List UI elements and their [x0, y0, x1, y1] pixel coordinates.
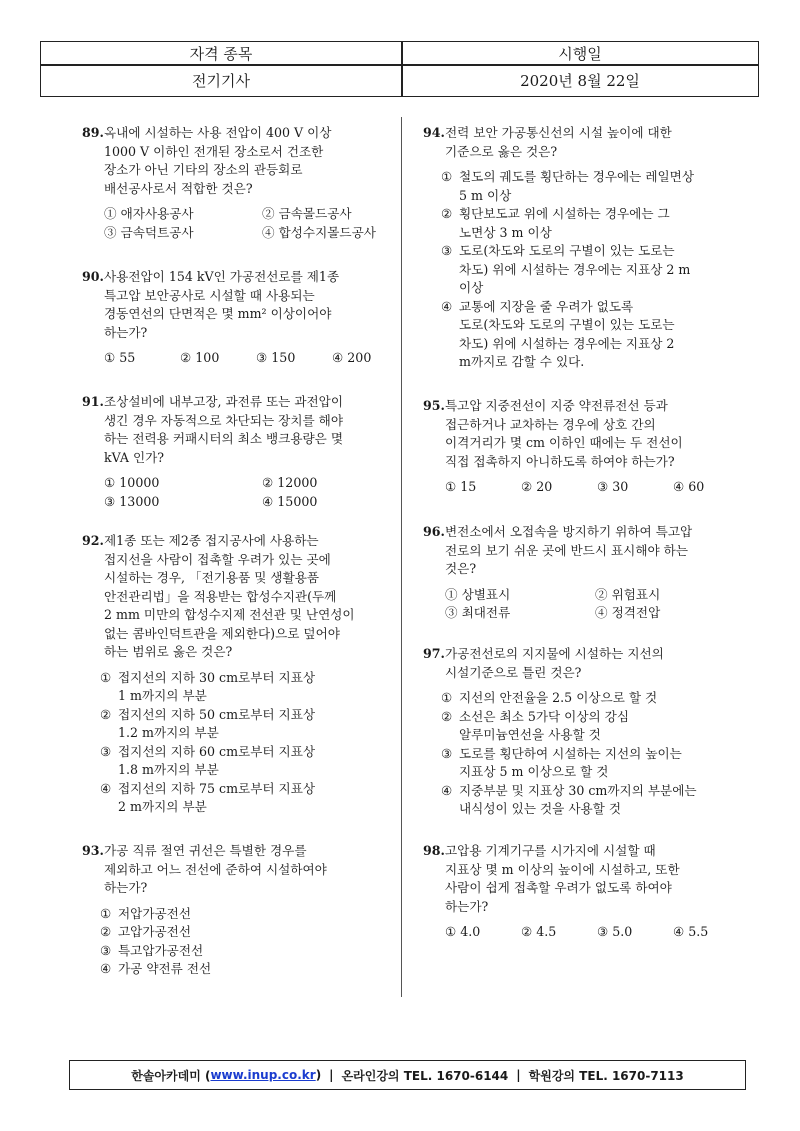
option-line: 5 m 이상 — [459, 187, 512, 203]
option-line: 횡단보도교 위에 시설하는 경우에는 그 — [459, 206, 670, 221]
option[interactable]: ② 100 — [180, 350, 220, 365]
option[interactable]: ④ 15000 — [262, 493, 318, 509]
question-number: 96. — [423, 524, 445, 539]
option[interactable] — [100, 923, 392, 942]
option-line: 가공 약전류 전선 — [118, 961, 212, 976]
option-line: 도로를 횡단하여 시설하는 지선의 높이는 — [459, 745, 682, 761]
column-divider — [401, 117, 402, 997]
stem-line: 배선공사로서 적합한 것은? — [104, 180, 253, 196]
question-98 — [423, 842, 753, 942]
option-mark: ② — [441, 206, 453, 221]
stem-line: 전력 보안 가공통신선의 시설 높이에 대한 — [445, 125, 672, 140]
answer-options — [423, 923, 753, 942]
option-line: 1.8 m까지의 부분 — [118, 762, 219, 777]
stem-line: 하는 범위로 옳은 것은? — [104, 644, 233, 659]
option[interactable] — [100, 905, 392, 924]
option-mark: ③ — [100, 942, 112, 958]
header-date-label: 시행일 — [558, 44, 602, 63]
option[interactable]: ② 20 — [521, 479, 553, 494]
option-line: 접지선의 지하 30 cm로부터 지표상 — [118, 669, 316, 685]
option-mark: ③ — [441, 745, 453, 761]
stem-line: 하는가? — [104, 324, 148, 340]
question-number: 89. — [82, 125, 104, 140]
option-line: 1 m까지의 부분 — [118, 688, 207, 703]
stem-line: 고압용 기계기구를 시가지에 시설할 때 — [445, 843, 656, 858]
answer-options — [82, 474, 392, 511]
option[interactable] — [441, 168, 753, 205]
option-line: 지중부분 및 지표상 30 cm까지의 부분에는 — [459, 782, 697, 798]
stem-line: 경동연선의 단면적은 몇 mm² 이상이어야 — [104, 306, 332, 321]
option-line: 접지선의 지하 50 cm로부터 지표상 — [118, 706, 316, 722]
option-mark: ② — [100, 924, 112, 939]
option-line: 도로(차도와 도로의 구별이 있는 도로는 — [459, 243, 675, 258]
question-stem — [423, 124, 753, 161]
option[interactable]: ① 15 — [445, 479, 477, 494]
option[interactable]: ④ 200 — [332, 350, 372, 365]
option[interactable]: ③ 150 — [256, 350, 296, 365]
option-mark: ① — [100, 669, 112, 685]
question-stem — [423, 397, 753, 471]
question-number: 91. — [82, 394, 104, 409]
question-92 — [82, 532, 392, 817]
stem-line: 하는 전력용 커패시터의 최소 뱅크용량은 몇 — [104, 431, 343, 446]
footer-separator: | — [516, 1068, 521, 1082]
stem-line: 없는 콤바인덕트관을 제외한다)으로 덮어야 — [104, 625, 340, 641]
option[interactable] — [441, 205, 753, 242]
question-number: 97. — [423, 646, 445, 661]
footer-academy-end: ) — [315, 1068, 322, 1082]
option[interactable]: ① 10000 — [104, 475, 160, 490]
option-line: 소선은 최소 5가닥 이상의 강심 — [459, 708, 630, 724]
stem-line: 특고압 지중전선이 지중 약전류전선 등과 — [445, 398, 668, 413]
option[interactable]: ① 4.0 — [445, 924, 481, 939]
stem-line: 이격거리가 몇 cm 이하인 때에는 두 전선이 — [445, 435, 683, 450]
question-95 — [423, 397, 753, 497]
option[interactable]: ① 55 — [104, 350, 136, 365]
option[interactable] — [100, 960, 392, 979]
option[interactable]: ③ 최대전류 — [445, 605, 511, 620]
option-mark: ③ — [100, 743, 112, 759]
answer-options — [82, 905, 392, 979]
option-line: 차도) 위에 시설하는 경우에는 지표상 2 — [459, 335, 675, 351]
question-stem — [82, 124, 392, 198]
option[interactable] — [441, 708, 753, 745]
stem-line: 사람이 쉽게 접촉할 우려가 없도록 하여야 — [445, 880, 672, 895]
footer-academy: 한솔아카데미 ( — [131, 1068, 211, 1083]
stem-line: 변전소에서 오접속을 방지하기 위하여 특고압 — [445, 524, 693, 539]
question-stem — [82, 532, 392, 662]
stem-line: 사용전압이 154 kV인 가공전선로를 제1종 — [104, 269, 340, 284]
option[interactable]: ④ 60 — [673, 479, 705, 494]
stem-line: 전로의 보기 쉬운 곳에 반드시 표시해야 하는 — [445, 542, 688, 558]
stem-line: 시설하는 경우, 「전기용품 및 생활용품 — [104, 570, 320, 585]
option-line: 철도의 궤도를 횡단하는 경우에는 레일면상 — [459, 169, 694, 184]
stem-line: 것은? — [445, 561, 477, 576]
option[interactable]: ② 4.5 — [521, 924, 557, 939]
footer-website-link[interactable]: www.inup.co.kr — [210, 1068, 316, 1082]
stem-line: 제1종 또는 제2종 접지공사에 사용하는 — [104, 533, 319, 548]
option-line: 이상 — [459, 280, 484, 295]
stem-line: 하는가? — [104, 880, 148, 895]
stem-line: 제외하고 어느 전선에 준하여 시설하여야 — [104, 861, 327, 877]
option[interactable]: ① 애자사용공사 — [104, 206, 194, 221]
question-number: 98. — [423, 843, 445, 858]
option[interactable]: ③ 금속덕트공사 — [104, 224, 194, 240]
stem-line: 2 mm 미만의 합성수지제 전선관 및 난연성이 — [104, 607, 355, 622]
stem-line: 직접 접촉하지 아니하도록 하여야 하는가? — [445, 453, 675, 469]
option-mark: ③ — [441, 243, 453, 258]
option[interactable]: ④ 합성수지몰드공사 — [262, 224, 376, 240]
option-line: 접지선의 지하 60 cm로부터 지표상 — [118, 743, 316, 759]
question-number: 92. — [82, 533, 104, 548]
option-mark: ② — [100, 706, 112, 722]
header-subject-value: 전기기사 — [192, 71, 250, 90]
stem-line: 1000 V 이하인 전개된 장소로서 건조한 — [104, 143, 324, 159]
question-number: 90. — [82, 269, 104, 284]
header-date-value: 2020년 8월 22일 — [520, 71, 640, 90]
question-91 — [82, 393, 392, 511]
stem-line: 시설기준으로 틀린 것은? — [445, 664, 582, 680]
option-line: 1.2 m까지의 부분 — [118, 725, 219, 740]
question-stem — [423, 523, 753, 579]
answer-options — [82, 669, 392, 817]
stem-line: 가공 직류 절연 귀선은 특별한 경우를 — [104, 843, 307, 858]
option[interactable]: ④ 정격전압 — [595, 605, 661, 620]
option[interactable]: ② 12000 — [262, 475, 318, 490]
option[interactable]: ③ 5.0 — [597, 924, 633, 939]
option[interactable] — [441, 745, 753, 782]
stem-line: 안전관리법」을 적용받는 합성수지관(두께 — [104, 588, 337, 604]
option[interactable] — [100, 942, 392, 961]
option[interactable]: ④ 5.5 — [673, 924, 709, 939]
stem-line: 지표상 몇 m 이상의 높이에 시설하고, 또한 — [445, 861, 680, 877]
question-stem — [82, 268, 392, 342]
option-line: 지표상 5 m 이상으로 할 것 — [459, 764, 609, 779]
option[interactable]: ② 위험표시 — [595, 586, 661, 602]
answer-options — [423, 689, 753, 819]
question-stem — [423, 842, 753, 916]
stem-line: 접지선을 사람이 접촉할 우려가 있는 곳에 — [104, 551, 331, 567]
option[interactable]: ① 상별표시 — [445, 586, 511, 602]
footer-online-phone: 온라인강의 TEL. 1670-6144 — [341, 1068, 509, 1083]
question-94 — [423, 124, 753, 372]
option[interactable]: ③ 13000 — [104, 493, 160, 509]
option-line: 접지선의 지하 75 cm로부터 지표상 — [118, 780, 316, 796]
question-number: 95. — [423, 398, 445, 413]
question-stem — [82, 393, 392, 467]
option-mark: ① — [441, 690, 453, 705]
question-97 — [423, 645, 753, 819]
stem-line: 생긴 경우 자동적으로 차단되는 장치를 해야 — [104, 412, 343, 428]
option-line: 특고압가공전선 — [118, 942, 204, 958]
stem-line: kVA 인가? — [104, 449, 165, 465]
stem-line: 장소가 아닌 기타의 장소의 관등회로 — [104, 162, 303, 177]
option-line: 고압가공전선 — [118, 924, 191, 939]
question-number: 93. — [82, 843, 104, 858]
question-90 — [82, 268, 392, 368]
stem-line: 특고압 보안공사로 시설할 때 사용되는 — [104, 287, 315, 303]
option-mark: ① — [441, 169, 453, 184]
option-line: 알루미늄연선을 사용할 것 — [459, 727, 601, 742]
stem-line: 하는가? — [445, 898, 489, 914]
stem-line: 가공전선로의 지지물에 시설하는 지선의 — [445, 646, 664, 661]
option[interactable] — [441, 242, 753, 298]
option[interactable] — [100, 706, 392, 743]
option-mark: ④ — [441, 782, 453, 798]
question-stem — [423, 645, 753, 682]
option-line: 도로(차도와 도로의 구별이 있는 도로는 — [459, 317, 675, 332]
question-93 — [82, 842, 392, 979]
answer-options — [423, 478, 753, 497]
option[interactable]: ② 금속몰드공사 — [262, 206, 352, 221]
stem-line: 옥내에 시설하는 사용 전압이 400 V 이상 — [104, 125, 332, 140]
option-mark: ② — [441, 708, 453, 724]
option[interactable] — [100, 743, 392, 780]
option[interactable]: ③ 30 — [597, 479, 629, 494]
option-line: m까지로 감할 수 있다. — [459, 354, 585, 369]
option-line: 2 m까지의 부분 — [118, 799, 207, 814]
answer-options — [82, 349, 392, 368]
question-96 — [423, 523, 753, 623]
option[interactable] — [100, 780, 392, 817]
stem-line: 접근하거나 교차하는 경우에 상호 간의 — [445, 416, 656, 432]
answer-options — [82, 205, 392, 242]
option-mark: ④ — [100, 961, 112, 976]
option-line: 노면상 3 m 이상 — [459, 224, 552, 240]
option[interactable] — [441, 689, 753, 708]
header-subject-label: 자격 종목 — [189, 44, 253, 63]
option-line: 차도) 위에 시설하는 경우에는 지표상 2 m — [459, 261, 691, 277]
answer-options — [423, 586, 753, 623]
question-number: 94. — [423, 125, 445, 140]
option-line: 저압가공전선 — [118, 905, 191, 921]
option-mark: ④ — [100, 780, 112, 796]
option-line: 지선의 안전율을 2.5 이상으로 할 것 — [459, 690, 658, 705]
option-line: 내식성이 있는 것을 사용할 것 — [459, 801, 621, 816]
footer-offline-phone: 학원강의 TEL. 1670-7113 — [528, 1068, 684, 1083]
option[interactable] — [441, 298, 753, 372]
stem-line: 기준으로 옳은 것은? — [445, 143, 558, 159]
footer-contact-bar — [69, 1060, 746, 1090]
option-mark: ① — [100, 905, 112, 921]
question-89 — [82, 124, 392, 242]
option[interactable] — [441, 782, 753, 819]
option-mark: ④ — [441, 298, 453, 314]
header-table — [40, 41, 759, 97]
option-line: 교통에 지장을 줄 우려가 없도록 — [459, 298, 634, 314]
stem-line: 조상설비에 내부고장, 과전류 또는 과전압이 — [104, 394, 343, 409]
question-stem — [82, 842, 392, 898]
option[interactable] — [100, 669, 392, 706]
footer-separator: | — [329, 1068, 334, 1082]
answer-options — [423, 168, 753, 372]
